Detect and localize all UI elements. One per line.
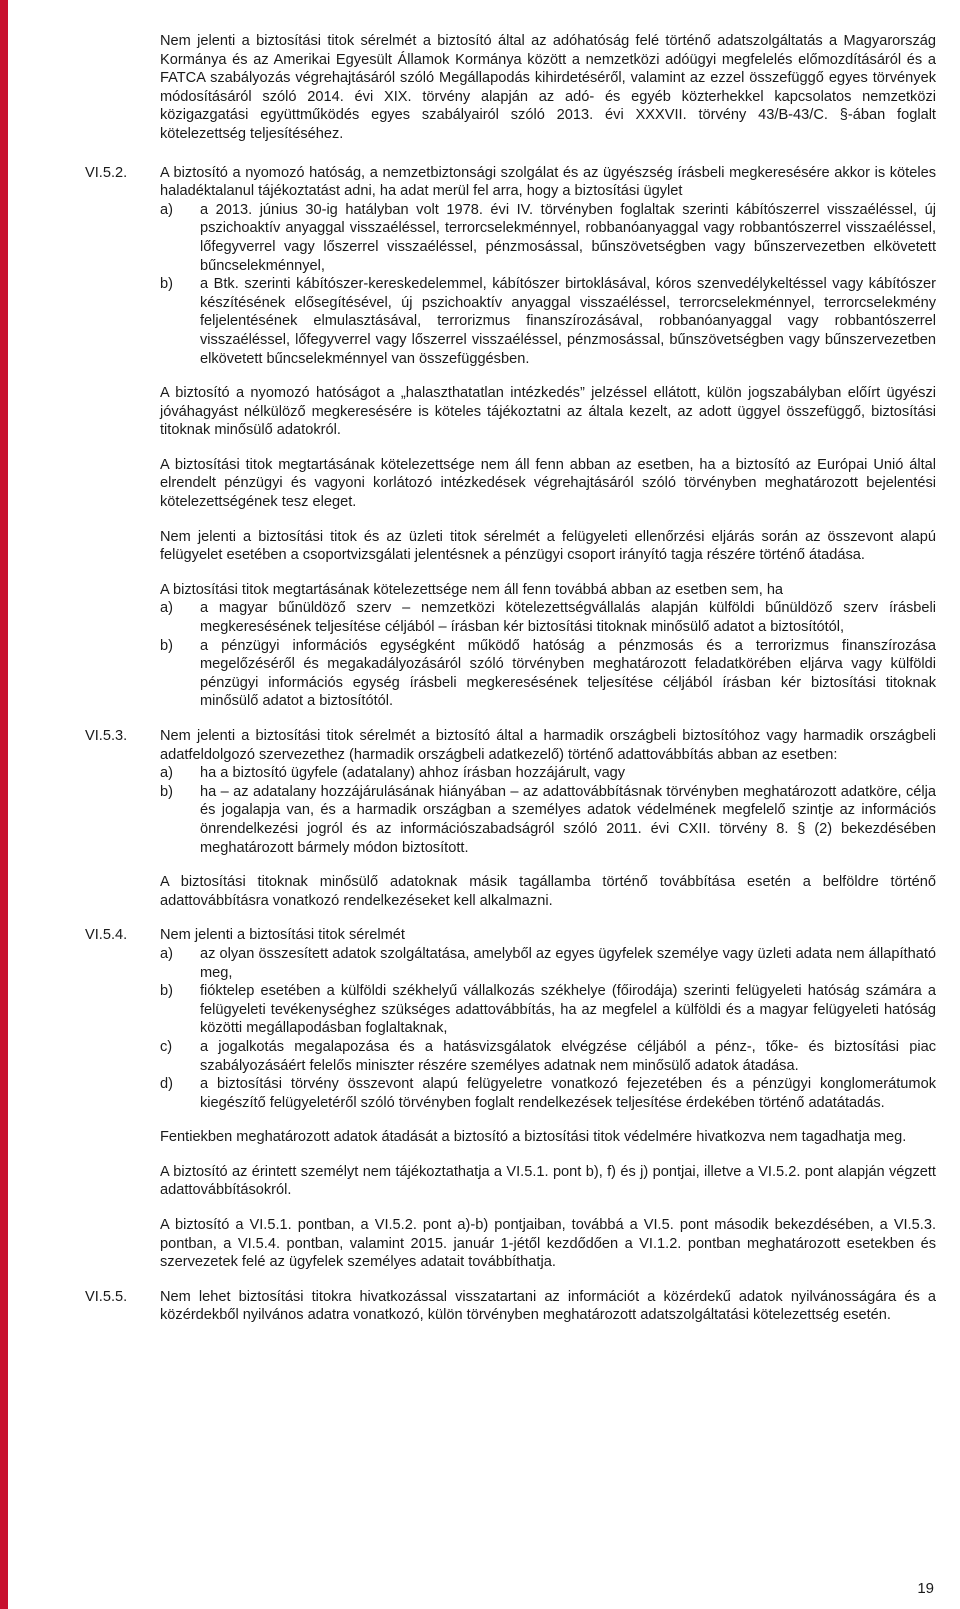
- item-label: a): [160, 765, 173, 782]
- section-number: VI.5.3.: [85, 728, 128, 744]
- list-item: [160, 275, 936, 368]
- list-item: [160, 982, 936, 1038]
- list-item: [160, 783, 936, 857]
- item-list: [160, 201, 936, 368]
- paragraph: Nem lehet biztosítási titokra hivatkozással visszatartani az információt a közérdekű adatok nyilvánosságára és a közérdekből nyilvános adatra vonatkozó, külön törvényben meghatározott adatszolgáltatási kötelezettség esetén.: [160, 1288, 936, 1324]
- section-intro: A biztosító a nyomozó hatóság, a nemzetbiztonsági szolgálat és az ügyészség írásbeli megkeresésére akkor is köteles haladéktalanul tájékoztatást adni, ha adat merül fel arra, hogy a biztosítási ügylet: [160, 164, 936, 200]
- opening-paragraph: Nem jelenti a biztosítási titok sérelmét a biztosító által az adóhatóság felé történő adatszolgáltatás a Magyarország Kormánya és az Amerikai Egyesült Államok Kormánya között a nemzetközi adóügyi megfelelés előmozdításáról és a FATCA szabályozás végrehajtásáról szóló Megállapodás kihirdetéséről, valamint az ezzel összefüggő egyes törvények módosításáról szóló 2014. évi XIX. törvény alapján az adó- és egyéb közterhekkel kapcsolatos nemzetközi közigazgatási együttműködés egyes szabályairól szóló 2013. évi XXXVII. törvény 43/B-43/C. §-ában foglalt kötelezettség teljesítéséhez.: [160, 33, 936, 142]
- item-list: [160, 599, 936, 711]
- item-list: [160, 945, 936, 1112]
- section-vi-5-4: [85, 926, 936, 1272]
- item-text: ha a biztosító ügyfele (adatalany) ahhoz írásban hozzájárult, vagy: [200, 765, 626, 782]
- item-text: ha – az adatalany hozzájárulásának hiányában – az adattovábbításnak törvényben meghatározott adatköre, célja és jogalapja van, és a harmadik országban a személyes adatok védelmének megfelelő szintje az információs önrendelkezési jogról és az információszabadságról szóló 2011. évi CXII. törvény 8. § (2) bekezdésében meghatározott bármely módon biztosított.: [200, 783, 936, 856]
- item-text: a Btk. szerinti kábítószer-kereskedelemmel, kábítószer birtoklásával, kóros szenvedélykeltéssel vagy kábítószer készítésének elősegítésével, új pszichoaktív anyaggal visszaéléssel, terrorcselekménnyel, terrorcselekmény feljelentésének elmulasztásával, terrorizmus finanszírozásával, robbanóanyaggal vagy robbantószerrel visszaéléssel, lőfegyverrel vagy lőszerrel visszaéléssel, pénzmosással, bűnszövetségben vagy bűnszervezetben elkövetett bűncselekménnyel van összefüggésben.: [200, 276, 936, 367]
- list-item: [160, 599, 936, 636]
- item-label: a): [160, 945, 173, 962]
- item-text: az olyan összesített adatok szolgáltatása, amelyből az egyes ügyfelek személye vagy üzleti adata nem állapítható meg,: [200, 945, 936, 981]
- paragraph: A biztosító a VI.5.1. pontban, a VI.5.2. pont a)-b) pontjaiban, továbbá a VI.5. pont második bekezdésében, a VI.5.3. pontban, a VI.5.4. pontban, valamint 2015. január 1-jétől kezdődően a VI.1.2. pontban meghatározott esetekben és szervezetek felé az ügyfelek személyes adatait továbbíthatja.: [160, 1217, 936, 1271]
- list-item: [160, 1038, 936, 1075]
- paragraph: Fentiekben meghatározott adatok átadását a biztosító a biztosítási titok védelmére hivatkozva nem tagadhatja meg.: [160, 1129, 907, 1146]
- list-item: [160, 201, 936, 275]
- item-label: a): [160, 600, 173, 617]
- item-label: a): [160, 201, 173, 218]
- section-number: VI.5.4.: [85, 927, 128, 944]
- item-label: c): [160, 1038, 173, 1055]
- section-vi-5-2: [85, 164, 936, 711]
- item-text: a pénzügyi információs egységként működő hatóság a pénzmosás és a terrorizmus finanszírozása megelőzéséről és megakadályozásáról szóló törvényben meghatározott feladatkörében eljárva vagy külföldi pénzügyi információs egység írásbeli megkeresésének teljesítése céljából írásban kér biztosítási titoknak minősülő adatot a biztosítótól.: [200, 637, 936, 710]
- item-text: a magyar bűnüldöző szerv – nemzetközi kötelezettségvállalás alapján külföldi bűnüldöző szerv írásbeli megkeresésének teljesítése céljából – írásban kér biztosítási titoknak minősülő adatot a biztosítótól,: [200, 600, 936, 636]
- page-number: 19: [917, 1580, 934, 1597]
- red-accent-bar: [0, 0, 8, 1609]
- list-item: [160, 764, 936, 783]
- item-label: b): [160, 276, 173, 293]
- section-vi-5-3: [85, 727, 936, 910]
- section-vi-5-5: [85, 1288, 936, 1325]
- item-text: a biztosítási törvény összevont alapú felügyeletre vonatkozó fejezetében és a pénzügyi konglomerátumok kiegészítő felügyeletéről szóló törvényben foglalt rendelkezések teljesítése érdekében történő adatátadás.: [200, 1076, 936, 1111]
- paragraph: Nem jelenti a biztosítási titok és az üzleti titok sérelmét a felügyeleti ellenőrzési eljárás során az összevont alapú felügyelet esetében a csoportvizsgálati jelentésnek a pénzügyi csoport irányító tagja részére történő átadása.: [160, 528, 936, 564]
- paragraph: A biztosító a nyomozó hatóságot a „halaszthatatlan intézkedés” jelzéssel ellátott, külön jogszabályban előírt ügyészi jóváhagyást nélkülöző megkeresésére is köteles tájékoztatni az általa kezelt, az adott üggyel összefüggő, biztosítási titoknak minősülő adatokról.: [160, 385, 936, 439]
- item-list: [160, 764, 936, 857]
- item-label: b): [160, 983, 173, 1000]
- item-label: d): [160, 1076, 173, 1093]
- item-text: fióktelep esetében a külföldi székhelyű vállalkozás székhelye (főirodája) szerinti felügyeleti hatóság számára a felügyeleti tevékenységhez szükséges adattovábbítás, ha az megfelel a külföldi és a magyar felügyeleti hatóság közötti megállapodásban foglaltaknak,: [200, 983, 936, 1037]
- paragraph: A biztosító az érintett személyt nem tájékoztathatja a VI.5.1. pont b), f) és j) pontjai, illetve a VI.5.2. pont alapján végzett adattovábbításokról.: [160, 1163, 936, 1199]
- item-label: b): [160, 783, 173, 800]
- paragraph: A biztosítási titok megtartásának kötelezettsége nem áll fenn abban az esetben, ha a biztosító az Európai Unió által elrendelt pénzügyi és vagyoni korlátozó intézkedések végrehajtásáról szóló törvényben meghatározott bejelentési kötelezettségének tesz eleget.: [160, 456, 936, 511]
- list-item: [160, 637, 936, 711]
- section-intro: Nem jelenti a biztosítási titok sérelmét: [160, 927, 405, 944]
- list-item: [160, 945, 936, 982]
- document-body: [85, 32, 936, 1341]
- item-label: b): [160, 637, 173, 654]
- item-text: a jogalkotás megalapozása és a hatásvizsgálatok elvégzése céljából a pénz-, tőke- és biztosítási piac szabályozásáért felelős miniszter részére személyes adatnak nem minősülő adatok átadása.: [200, 1038, 936, 1074]
- section-number: VI.5.2.: [85, 164, 128, 181]
- section-intro: Nem jelenti a biztosítási titok sérelmét a biztosító által a harmadik országbeli biztosítóhoz vagy harmadik országbeli adatfeldolgozó szervezethez (harmadik országbeli adatkezelő) történő adattovábbítás abban az esetben:: [160, 728, 936, 763]
- paragraph: A biztosítási titoknak minősülő adatoknak másik tagállamba történő továbbítása esetén a belföldre történő adattovábbításra vonatkozó rendelkezéseket kell alkalmazni.: [160, 874, 936, 909]
- list-item: [160, 1075, 936, 1112]
- item-text: a 2013. június 30-ig hatályban volt 1978. évi IV. törvényben foglaltak szerinti kábítószerrel visszaéléssel, új pszichoaktív anyaggal visszaéléssel, terrorcselekménnyel, robbanóanyaggal vagy robbantószerrel visszaéléssel, lőfegyverrel vagy lőszerrel visszaéléssel, pénzmosással, bűnszövetségben vagy bűnszervezetben elkövetett bűncselekménnyel,: [200, 201, 936, 274]
- section-number: VI.5.5.: [85, 1288, 128, 1305]
- paragraph-intro: A biztosítási titok megtartásának kötelezettsége nem áll fenn továbbá abban az esetben sem, ha: [160, 581, 784, 598]
